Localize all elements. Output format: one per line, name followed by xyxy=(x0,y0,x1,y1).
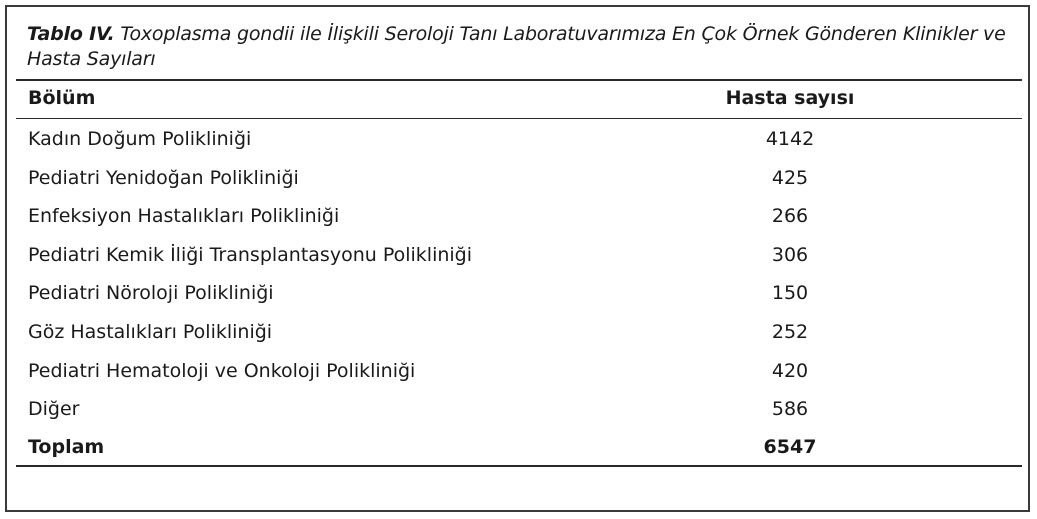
bottom-rule xyxy=(16,465,1022,467)
row-department: Kadın Doğum Polikliniği xyxy=(28,128,252,150)
table-row xyxy=(0,357,1037,385)
top-rule xyxy=(16,79,1022,81)
row-department: Pediatri Hematoloji ve Onkoloji Polikliniği xyxy=(28,360,416,382)
table-row xyxy=(0,279,1037,307)
table-total-row xyxy=(0,433,1037,461)
table-header xyxy=(0,87,1037,113)
row-department: Diğer xyxy=(28,398,80,420)
row-department: Enfeksiyon Hastalıkları Polikliniği xyxy=(28,205,340,227)
row-count: 306 xyxy=(771,244,809,266)
table-caption xyxy=(27,22,1017,72)
header-department: Bölüm xyxy=(28,87,96,109)
table-row xyxy=(0,125,1037,153)
total-label: Toplam xyxy=(28,436,105,458)
total-count: 6547 xyxy=(763,436,817,458)
table-row xyxy=(0,395,1037,423)
row-count: 586 xyxy=(771,398,809,420)
header-rule xyxy=(16,118,1022,119)
row-count: 420 xyxy=(771,360,809,382)
row-department: Pediatri Nöroloji Polikliniği xyxy=(28,282,274,304)
table-row xyxy=(0,164,1037,192)
row-department: Pediatri Kemik İliği Transplantasyonu Polikliniği xyxy=(28,244,473,266)
row-count: 425 xyxy=(771,167,809,189)
row-count: 266 xyxy=(771,205,809,227)
caption-label: Tablo IV. xyxy=(27,23,115,45)
table-row xyxy=(0,202,1037,230)
row-department: Pediatri Yenidoğan Polikliniği xyxy=(28,167,299,189)
row-count: 252 xyxy=(771,321,809,343)
header-patient-count: Hasta sayısı xyxy=(725,87,855,109)
caption-text: Toxoplasma gondii ile İlişkili Seroloji Tanı Laboratuvarımıza En Çok Örnek Gönderen Klinikler ve Hasta Sayıları xyxy=(27,23,1006,70)
table-row xyxy=(0,241,1037,269)
row-count: 150 xyxy=(771,282,809,304)
row-department: Göz Hastalıkları Polikliniği xyxy=(28,321,273,343)
table-row xyxy=(0,318,1037,346)
row-count: 4142 xyxy=(765,128,815,150)
